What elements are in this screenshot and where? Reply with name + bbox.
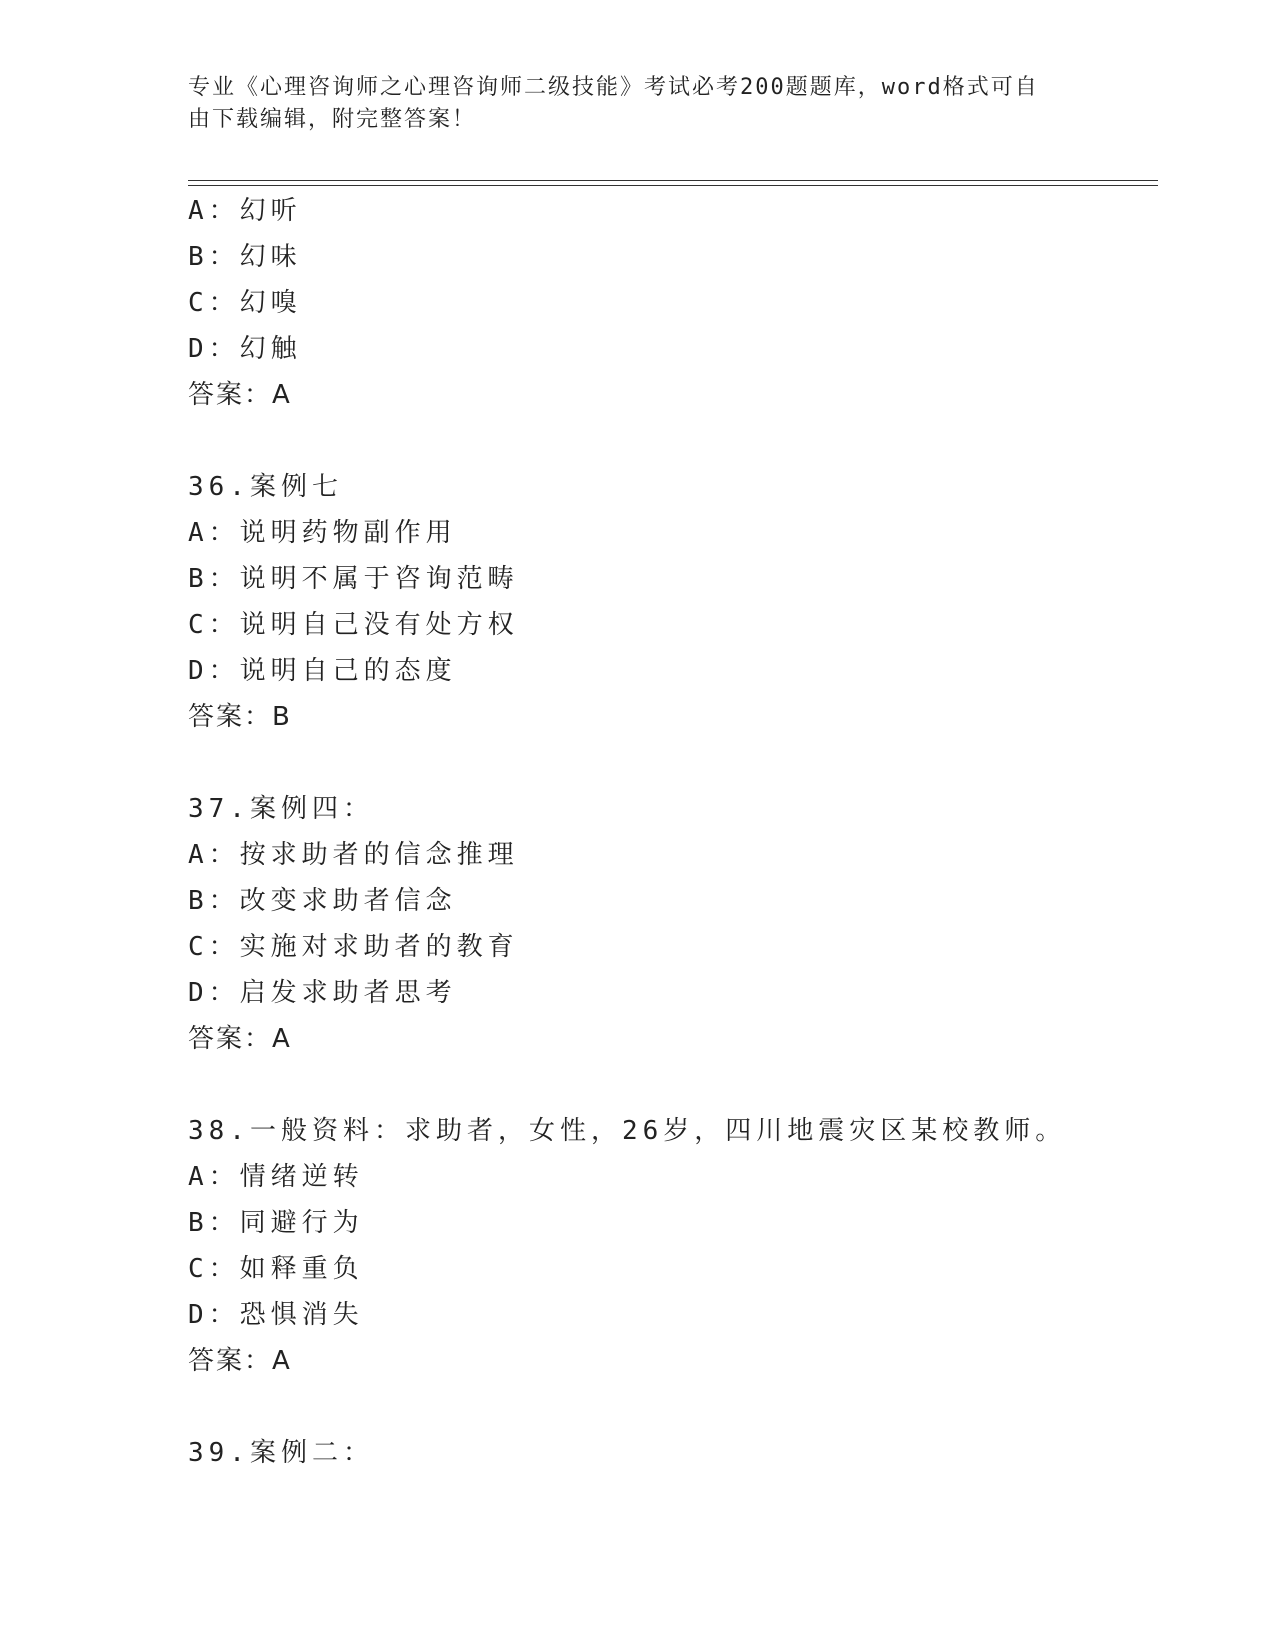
option-c: C：说明自己没有处方权 (188, 610, 519, 640)
option-b: B：说明不属于咨询范畴 (188, 564, 519, 594)
document-header (188, 72, 1088, 136)
option-b: B：改变求助者信念 (188, 886, 457, 916)
question-block-37 (188, 786, 1168, 1062)
spacer (188, 1384, 1168, 1430)
header-line-1: 专业《心理咨询师之心理咨询师二级技能》考试必考200题题库，word格式可自 (188, 75, 1039, 100)
spacer (188, 418, 1168, 464)
header-divider-top (188, 180, 1158, 181)
question-block-39 (188, 1430, 1168, 1476)
question-stem: 37.案例四： (188, 794, 374, 824)
answer-line: 答案：B (188, 702, 292, 732)
option-b: B：幻味 (188, 242, 302, 272)
question-block-36 (188, 464, 1168, 740)
option-a: A：情绪逆转 (188, 1162, 364, 1192)
header-line-2: 由下载编辑，附完整答案！ (188, 107, 477, 132)
answer-line: 答案：A (188, 380, 292, 410)
question-list (188, 188, 1168, 1476)
option-d: D：恐惧消失 (188, 1300, 364, 1330)
question-block-35 (188, 188, 1168, 418)
option-b: B：同避行为 (188, 1208, 364, 1238)
question-stem: 39.案例二： (188, 1438, 374, 1468)
option-d: D：说明自己的态度 (188, 656, 457, 686)
option-d: D：启发求助者思考 (188, 978, 457, 1008)
question-stem: 36.案例七 (188, 472, 343, 502)
option-a: A：说明药物副作用 (188, 518, 457, 548)
option-d: D：幻触 (188, 334, 302, 364)
question-block-38 (188, 1108, 1168, 1384)
option-c: C：如释重负 (188, 1254, 364, 1284)
question-stem: 38.一般资料：求助者，女性，26岁，四川地震灾区某校教师。 (188, 1116, 1067, 1146)
answer-line: 答案：A (188, 1024, 292, 1054)
option-a: A：按求助者的信念推理 (188, 840, 519, 870)
answer-line: 答案：A (188, 1346, 292, 1376)
option-c: C：实施对求助者的教育 (188, 932, 519, 962)
spacer (188, 740, 1168, 786)
option-a: A：幻听 (188, 196, 302, 226)
spacer (188, 1062, 1168, 1108)
header-divider-bottom (188, 185, 1158, 186)
option-c: C：幻嗅 (188, 288, 302, 318)
